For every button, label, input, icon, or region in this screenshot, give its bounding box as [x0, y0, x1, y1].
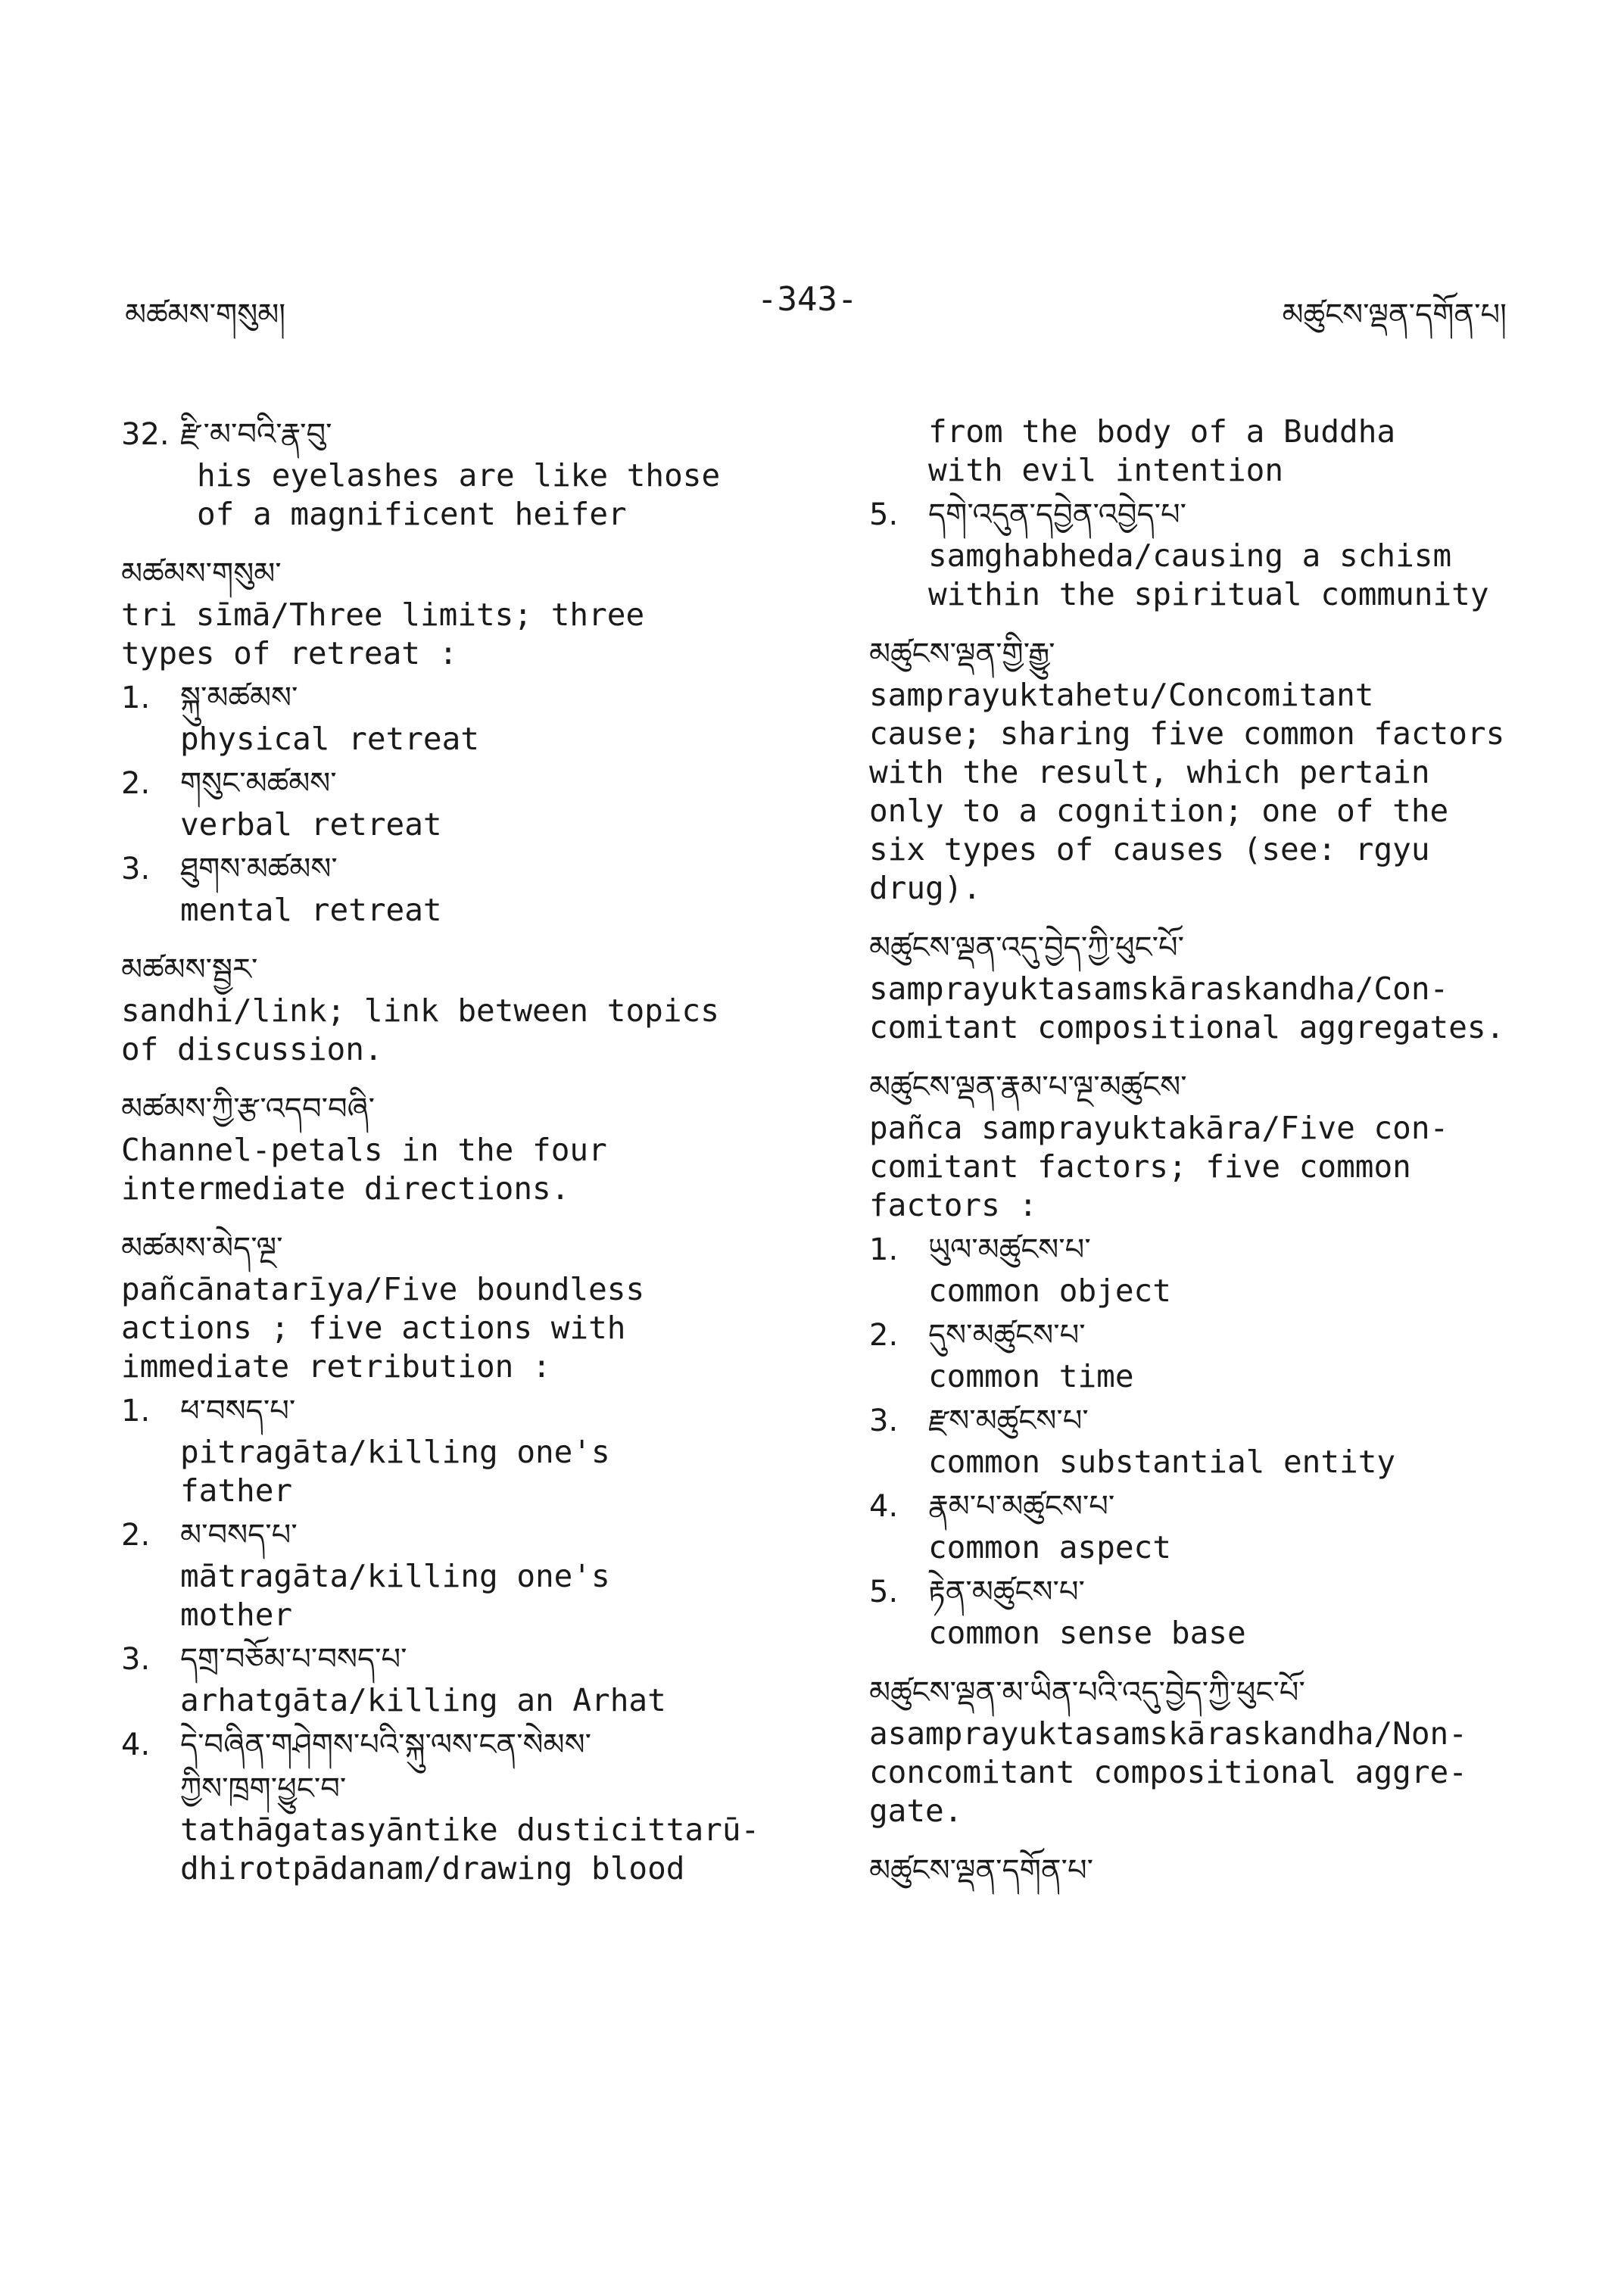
- definition-line: tri sīmā/Three limits; three: [121, 597, 645, 633]
- item-number: 2.: [121, 766, 151, 801]
- definition-line: sandhi/link; link between topics: [121, 992, 719, 1029]
- entry-concomitant-aggregates: [869, 926, 1551, 1047]
- definition-line: drug).: [869, 870, 982, 906]
- item-number: 1.: [121, 1394, 151, 1428]
- definition-line: asamprayuktasamskāraskandha/Non-: [869, 1715, 1467, 1752]
- tibetan-term: དེ་བཞིན་གཤེགས་པའི་སྐུ་ལས་ངན་སེམས་: [180, 1728, 591, 1762]
- definition-line: of a magnificent heifer: [197, 496, 627, 532]
- definition-line: comitant compositional aggregates.: [869, 1009, 1505, 1045]
- tibetan-headword: མཚམས་མེད་ལྔ་: [121, 1231, 283, 1266]
- item-gloss: common object: [928, 1273, 1171, 1309]
- entry-32: [121, 413, 803, 534]
- tibetan-term: ཡུལ་མཚུངས་པ་: [928, 1232, 1091, 1267]
- item-number: 5.: [869, 497, 899, 532]
- item-gloss: mental retreat: [180, 892, 442, 928]
- list-item: [121, 847, 803, 930]
- entry-five-concomitant-factors: [869, 1065, 1551, 1653]
- entry-number: 32.: [121, 417, 170, 452]
- item-number: 3.: [121, 852, 151, 886]
- item-number: 3.: [121, 1642, 151, 1677]
- definition-line: cause; sharing five common factors: [869, 715, 1505, 752]
- page-number: -343-: [757, 280, 858, 319]
- item-number: 4.: [121, 1728, 151, 1762]
- definition-line: six types of causes (see: rgyu: [869, 831, 1430, 868]
- item-gloss: father: [180, 1472, 293, 1509]
- tibetan-term: རྟེན་མཚུངས་པ་: [928, 1575, 1085, 1609]
- left-column: [121, 413, 803, 1906]
- entry-channel-petals: [121, 1087, 803, 1208]
- definition-line: concomitant compositional aggre-: [869, 1754, 1467, 1790]
- definition-line: pañcānatarīya/Five boundless: [121, 1271, 645, 1307]
- list-item: [869, 493, 1551, 614]
- definition-line: factors :: [869, 1187, 1038, 1223]
- definition-line: only to a cognition; one of the: [869, 793, 1449, 829]
- right-column: [869, 413, 1551, 1911]
- list-item: [121, 676, 803, 759]
- definition-line: gate.: [869, 1793, 963, 1829]
- item-number: 1.: [869, 1232, 899, 1267]
- definition-line: his eyelashes are like those: [197, 457, 721, 494]
- list-item: [869, 1399, 1551, 1481]
- tibetan-headword: མཚུངས་ལྡན་མ་ཡིན་པའི་འདུ་བྱེད་ཀྱི་ཕུང་པོ་: [869, 1675, 1305, 1710]
- entry-three-limits: [121, 552, 803, 930]
- running-head-left: མཚམས་གསུམ།: [125, 298, 286, 332]
- definition-line: with the result, which pertain: [869, 754, 1430, 790]
- item-number: 5.: [869, 1575, 899, 1609]
- entry-next-headword: [869, 1849, 1551, 1893]
- definition-line: immediate retribution :: [121, 1348, 551, 1385]
- item-gloss: arhatgāta/killing an Arhat: [180, 1682, 666, 1718]
- item-number: 3.: [869, 1404, 899, 1438]
- tibetan-term: རྫས་མཚུངས་པ་: [928, 1404, 1089, 1438]
- item-number: 2.: [869, 1318, 899, 1353]
- list-item: [869, 1313, 1551, 1396]
- tibetan-term: གསུང་མཚམས་: [180, 766, 337, 801]
- tibetan-headword: མཚམས་གསུམ་: [121, 556, 282, 591]
- item-gloss: from the body of a Buddha: [928, 413, 1396, 450]
- item-gloss: common time: [928, 1358, 1134, 1394]
- entry-non-concomitant: [869, 1671, 1551, 1830]
- tibetan-term: མ་བསད་པ་: [180, 1518, 298, 1553]
- tibetan-term: ཐུགས་མཚམས་: [180, 852, 338, 886]
- item-gloss: samghabheda/causing a schism: [928, 537, 1452, 574]
- list-item: [121, 762, 803, 844]
- tibetan-headword: མཚུངས་ལྡན་གྱི་རྒྱུ་: [869, 637, 1055, 671]
- item-gloss: common sense base: [928, 1615, 1246, 1651]
- item-gloss: dhirotpādanam/drawing blood: [180, 1850, 685, 1886]
- tibetan-headword: མཚུངས་ལྡན་རྣམ་པ་ལྔ་མཚུངས་: [869, 1070, 1187, 1104]
- definition-line: types of retreat :: [121, 635, 458, 671]
- definition-line: intermediate directions.: [121, 1170, 570, 1207]
- tibetan-term: དགེ་འདུན་དབྱེན་འབྱེད་པ་: [928, 497, 1187, 532]
- running-head-right: མཚུངས་ལྡན་དགོན་པ།: [1282, 298, 1507, 332]
- tibetan-term: དགྲ་བཅོམ་པ་བསད་པ་: [180, 1642, 407, 1677]
- definition-line: actions ; five actions with: [121, 1310, 626, 1346]
- definition-line: samprayuktahetu/Concomitant: [869, 677, 1374, 713]
- tibetan-term: རྣམ་པ་མཚུངས་པ་: [928, 1489, 1115, 1524]
- item-number: 2.: [121, 1518, 151, 1553]
- list-item: [121, 1513, 803, 1634]
- item-gloss: physical retreat: [180, 721, 479, 757]
- entry-concomitant-cause: [869, 632, 1551, 908]
- tibetan-headword: མཚུངས་ལྡན་དགོན་པ་: [869, 1853, 1093, 1888]
- entry-five-boundless: [121, 1226, 803, 1888]
- tibetan-headword: རྫི་མ་བའི་རྣ་བུ་: [180, 417, 332, 452]
- list-item: [869, 1485, 1551, 1567]
- tibetan-term: དུས་མཚུངས་པ་: [928, 1318, 1086, 1353]
- item-gloss: common aspect: [928, 1529, 1171, 1566]
- item-gloss: mātragāta/killing one's: [180, 1558, 610, 1594]
- definition-line: Channel-petals in the four: [121, 1132, 607, 1168]
- item-gloss: pitragāta/killing one's: [180, 1434, 610, 1470]
- item-gloss: tathāgatasyāntike dusticittarū-: [180, 1812, 760, 1848]
- item-gloss: common substantial entity: [928, 1444, 1396, 1480]
- tibetan-headword: མཚུངས་ལྡན་འདུ་བྱེད་ཀྱི་ཕུང་པོ་: [869, 930, 1185, 965]
- tibetan-term: སྐུ་མཚམས་: [180, 681, 298, 715]
- list-item: [121, 1723, 803, 1888]
- list-item: [869, 1228, 1551, 1310]
- tibetan-term: ཕ་བསད་པ་: [180, 1394, 296, 1428]
- item-number: 4.: [869, 1489, 899, 1524]
- item-gloss: mother: [180, 1597, 293, 1633]
- list-item: [869, 1570, 1551, 1653]
- definition-line: pañca samprayuktakāra/Five con-: [869, 1110, 1449, 1146]
- entry-link: [121, 948, 803, 1069]
- list-item: [121, 1389, 803, 1510]
- tibetan-term-continued: ཀྱིས་ཁྲག་ཕྱུང་བ་: [180, 1771, 347, 1806]
- definition-line: comitant factors; five common: [869, 1148, 1411, 1185]
- definition-line: of discussion.: [121, 1031, 383, 1067]
- tibetan-headword: མཚམས་ཀྱི་རྩ་འདབ་བཞི་: [121, 1092, 376, 1126]
- item-gloss: within the spiritual community: [928, 576, 1489, 612]
- definition-line: samprayuktasamskāraskandha/Con-: [869, 970, 1449, 1007]
- list-item: [121, 1637, 803, 1720]
- item-gloss: verbal retreat: [180, 806, 442, 843]
- continued-item: [869, 413, 1551, 614]
- item-number: 1.: [121, 681, 151, 715]
- tibetan-headword: མཚམས་སྦྱར་: [121, 952, 258, 987]
- item-gloss: with evil intention: [928, 452, 1283, 488]
